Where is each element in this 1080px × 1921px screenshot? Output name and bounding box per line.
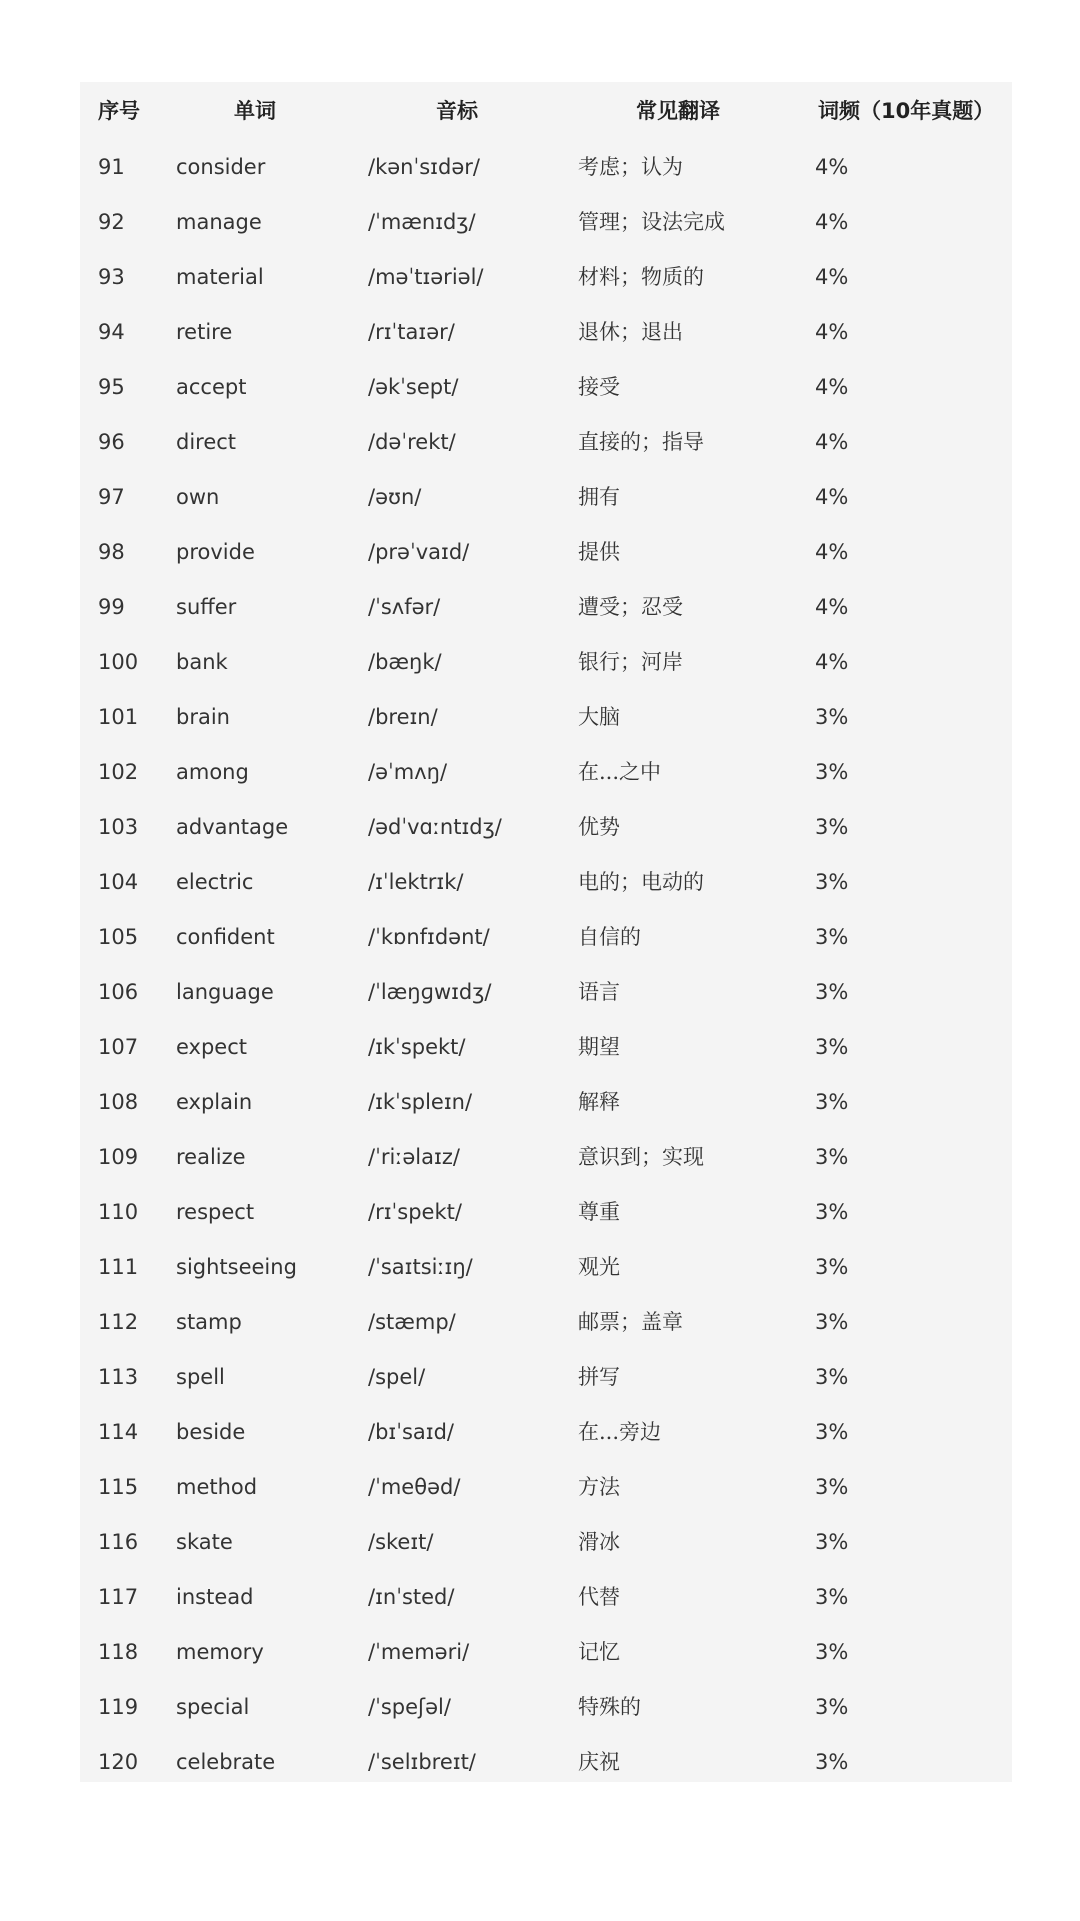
row-phonetic: /ˈlæŋɡwɪdʒ/ (368, 980, 492, 1004)
row-translation: 自信的 (578, 925, 641, 949)
row-translation: 拼写 (578, 1365, 620, 1389)
table-row (80, 525, 1012, 580)
table-row (80, 1075, 1012, 1130)
row-frequency: 3% (815, 1310, 849, 1334)
row-word: confident (176, 925, 275, 949)
row-number: 118 (98, 1640, 139, 1664)
row-phonetic: /ədˈvɑːntɪdʒ/ (368, 815, 502, 839)
row-translation: 滑冰 (578, 1530, 620, 1554)
row-translation: 邮票；盖章 (578, 1310, 683, 1334)
row-phonetic: /ˈmænɪdʒ/ (368, 210, 476, 234)
row-translation: 考虑；认为 (578, 155, 683, 179)
row-phonetic: /əʊn/ (368, 485, 422, 509)
row-word: memory (176, 1640, 264, 1664)
row-phonetic: /ˈriːəlaɪz/ (368, 1145, 460, 1169)
vocabulary-table (80, 82, 1012, 1782)
row-phonetic: /məˈtɪəriəl/ (368, 265, 484, 289)
row-frequency: 3% (815, 1200, 849, 1224)
table-row (80, 1735, 1012, 1790)
row-frequency: 4% (815, 210, 849, 234)
table-row (80, 1185, 1012, 1240)
row-frequency: 4% (815, 265, 849, 289)
row-phonetic: /rɪˈtaɪər/ (368, 320, 455, 344)
row-phonetic: /ɪkˈspleɪn/ (368, 1090, 473, 1114)
row-frequency: 4% (815, 650, 849, 674)
table-row (80, 470, 1012, 525)
row-frequency: 3% (815, 1695, 849, 1719)
row-translation: 方法 (578, 1475, 620, 1499)
row-word: material (176, 265, 264, 289)
row-number: 119 (98, 1695, 139, 1719)
row-frequency: 3% (815, 1585, 849, 1609)
header-translation: 常见翻译 (636, 99, 720, 123)
row-number: 93 (98, 265, 125, 289)
table-row (80, 800, 1012, 855)
row-frequency: 3% (815, 1640, 849, 1664)
row-translation: 记忆 (578, 1640, 620, 1664)
row-word: realize (176, 1145, 246, 1169)
row-number: 104 (98, 870, 139, 894)
row-frequency: 3% (815, 925, 849, 949)
row-phonetic: /dəˈrekt/ (368, 430, 456, 454)
row-word: own (176, 485, 220, 509)
row-translation: 电的；电动的 (578, 870, 704, 894)
table-row (80, 1020, 1012, 1075)
row-translation: 观光 (578, 1255, 620, 1279)
row-phonetic: /əˈmʌŋ/ (368, 760, 448, 784)
row-word: skate (176, 1530, 233, 1554)
row-translation: 银行；河岸 (578, 650, 683, 674)
header-phonetic: 音标 (436, 99, 478, 123)
row-number: 114 (98, 1420, 139, 1444)
table-row (80, 635, 1012, 690)
row-frequency: 3% (815, 980, 849, 1004)
row-frequency: 3% (815, 705, 849, 729)
row-number: 109 (98, 1145, 139, 1169)
row-phonetic: /stæmp/ (368, 1310, 456, 1334)
table-row (80, 1625, 1012, 1680)
row-frequency: 3% (815, 1365, 849, 1389)
row-phonetic: /ˈspeʃəl/ (368, 1695, 451, 1719)
row-phonetic: /spel/ (368, 1365, 426, 1389)
row-word: suffer (176, 595, 237, 619)
row-number: 101 (98, 705, 139, 729)
row-translation: 期望 (578, 1035, 620, 1059)
row-word: among (176, 760, 249, 784)
row-word: brain (176, 705, 230, 729)
row-number: 99 (98, 595, 125, 619)
row-number: 92 (98, 210, 125, 234)
table-row (80, 195, 1012, 250)
table-row (80, 690, 1012, 745)
row-phonetic: /ˈsʌfər/ (368, 595, 441, 619)
row-frequency: 3% (815, 1420, 849, 1444)
row-frequency: 3% (815, 1035, 849, 1059)
row-frequency: 4% (815, 375, 849, 399)
row-translation: 尊重 (578, 1200, 620, 1224)
row-frequency: 3% (815, 1255, 849, 1279)
row-translation: 庆祝 (578, 1750, 620, 1774)
row-frequency: 4% (815, 320, 849, 344)
row-phonetic: /bɪˈsaɪd/ (368, 1420, 454, 1444)
table-row (80, 855, 1012, 910)
row-phonetic: /ɪkˈspekt/ (368, 1035, 466, 1059)
table-row (80, 1570, 1012, 1625)
table-row (80, 1515, 1012, 1570)
row-word: expect (176, 1035, 248, 1059)
row-word: advantage (176, 815, 289, 839)
row-phonetic: /ˈkɒnfɪdənt/ (368, 925, 490, 949)
row-number: 102 (98, 760, 139, 784)
row-translation: 大脑 (578, 705, 620, 729)
row-word: electric (176, 870, 254, 894)
row-word: spell (176, 1365, 225, 1389)
table-row (80, 910, 1012, 965)
row-frequency: 4% (815, 595, 849, 619)
row-phonetic: /prəˈvaɪd/ (368, 540, 470, 564)
header-word: 单词 (234, 99, 276, 123)
row-word: special (176, 1695, 250, 1719)
row-phonetic: /ˈselɪbreɪt/ (368, 1750, 476, 1774)
row-phonetic: /skeɪt/ (368, 1530, 434, 1554)
row-frequency: 4% (815, 430, 849, 454)
row-number: 106 (98, 980, 139, 1004)
row-word: respect (176, 1200, 255, 1224)
row-number: 105 (98, 925, 139, 949)
row-word: beside (176, 1420, 246, 1444)
row-frequency: 3% (815, 1090, 849, 1114)
row-translation: 遭受；忍受 (578, 595, 683, 619)
row-number: 91 (98, 155, 125, 179)
row-translation: 材料；物质的 (578, 265, 704, 289)
row-number: 98 (98, 540, 125, 564)
row-frequency: 3% (815, 815, 849, 839)
row-phonetic: /rɪˈspekt/ (368, 1200, 462, 1224)
row-translation: 退休；退出 (578, 320, 683, 344)
table-header-row (80, 82, 1012, 140)
row-word: provide (176, 540, 255, 564)
table-row (80, 250, 1012, 305)
row-word: explain (176, 1090, 253, 1114)
row-number: 97 (98, 485, 125, 509)
row-word: method (176, 1475, 258, 1499)
table-row (80, 580, 1012, 635)
row-phonetic: /ɪˈlektrɪk/ (368, 870, 464, 894)
row-frequency: 4% (815, 485, 849, 509)
table-row (80, 415, 1012, 470)
row-frequency: 3% (815, 760, 849, 784)
row-phonetic: /bæŋk/ (368, 650, 442, 674)
row-number: 103 (98, 815, 139, 839)
table-row (80, 140, 1012, 195)
row-translation: 提供 (578, 540, 620, 564)
table-body (80, 140, 1012, 1790)
row-translation: 意识到；实现 (578, 1145, 704, 1169)
header-frequency: 词频（10年真题） (818, 99, 995, 123)
row-translation: 在...之中 (578, 760, 662, 784)
row-number: 110 (98, 1200, 139, 1224)
row-number: 120 (98, 1750, 139, 1774)
table-row (80, 1350, 1012, 1405)
row-phonetic: /ˈmeməri/ (368, 1640, 470, 1664)
row-translation: 语言 (578, 980, 620, 1004)
table-row (80, 1680, 1012, 1735)
row-frequency: 4% (815, 540, 849, 564)
row-word: instead (176, 1585, 254, 1609)
row-word: sightseeing (176, 1255, 297, 1279)
header-number: 序号 (98, 99, 140, 123)
table-row (80, 965, 1012, 1020)
row-phonetic: /əkˈsept/ (368, 375, 459, 399)
table-row (80, 1240, 1012, 1295)
row-phonetic: /breɪn/ (368, 705, 438, 729)
row-frequency: 3% (815, 1530, 849, 1554)
row-translation: 拥有 (578, 485, 620, 509)
row-translation: 直接的；指导 (578, 430, 704, 454)
row-frequency: 3% (815, 870, 849, 894)
row-number: 111 (98, 1255, 139, 1279)
row-phonetic: /kənˈsɪdər/ (368, 155, 480, 179)
table-row (80, 360, 1012, 415)
row-word: manage (176, 210, 262, 234)
row-word: accept (176, 375, 247, 399)
row-translation: 代替 (578, 1585, 620, 1609)
row-number: 115 (98, 1475, 139, 1499)
row-number: 96 (98, 430, 125, 454)
row-phonetic: /ɪnˈsted/ (368, 1585, 455, 1609)
table-row (80, 1295, 1012, 1350)
table-row (80, 1130, 1012, 1185)
table-row (80, 745, 1012, 800)
row-word: direct (176, 430, 237, 454)
row-number: 100 (98, 650, 139, 674)
row-frequency: 4% (815, 155, 849, 179)
row-translation: 接受 (578, 375, 620, 399)
row-word: language (176, 980, 274, 1004)
table-row (80, 305, 1012, 360)
row-frequency: 3% (815, 1475, 849, 1499)
row-word: bank (176, 650, 228, 674)
row-translation: 特殊的 (578, 1695, 641, 1719)
row-word: stamp (176, 1310, 242, 1334)
row-number: 112 (98, 1310, 139, 1334)
row-number: 107 (98, 1035, 139, 1059)
row-number: 94 (98, 320, 125, 344)
row-phonetic: /ˈsaɪtsiːɪŋ/ (368, 1255, 473, 1279)
row-word: celebrate (176, 1750, 276, 1774)
row-word: retire (176, 320, 233, 344)
row-number: 108 (98, 1090, 139, 1114)
row-number: 116 (98, 1530, 139, 1554)
row-phonetic: /ˈmeθəd/ (368, 1475, 461, 1499)
table-row (80, 1405, 1012, 1460)
row-number: 95 (98, 375, 125, 399)
row-word: consider (176, 155, 266, 179)
row-frequency: 3% (815, 1750, 849, 1774)
row-frequency: 3% (815, 1145, 849, 1169)
table-row (80, 1460, 1012, 1515)
row-number: 113 (98, 1365, 139, 1389)
row-translation: 管理；设法完成 (578, 210, 725, 234)
row-translation: 优势 (578, 815, 620, 839)
row-translation: 解释 (578, 1090, 620, 1114)
row-translation: 在...旁边 (578, 1420, 662, 1444)
row-number: 117 (98, 1585, 139, 1609)
